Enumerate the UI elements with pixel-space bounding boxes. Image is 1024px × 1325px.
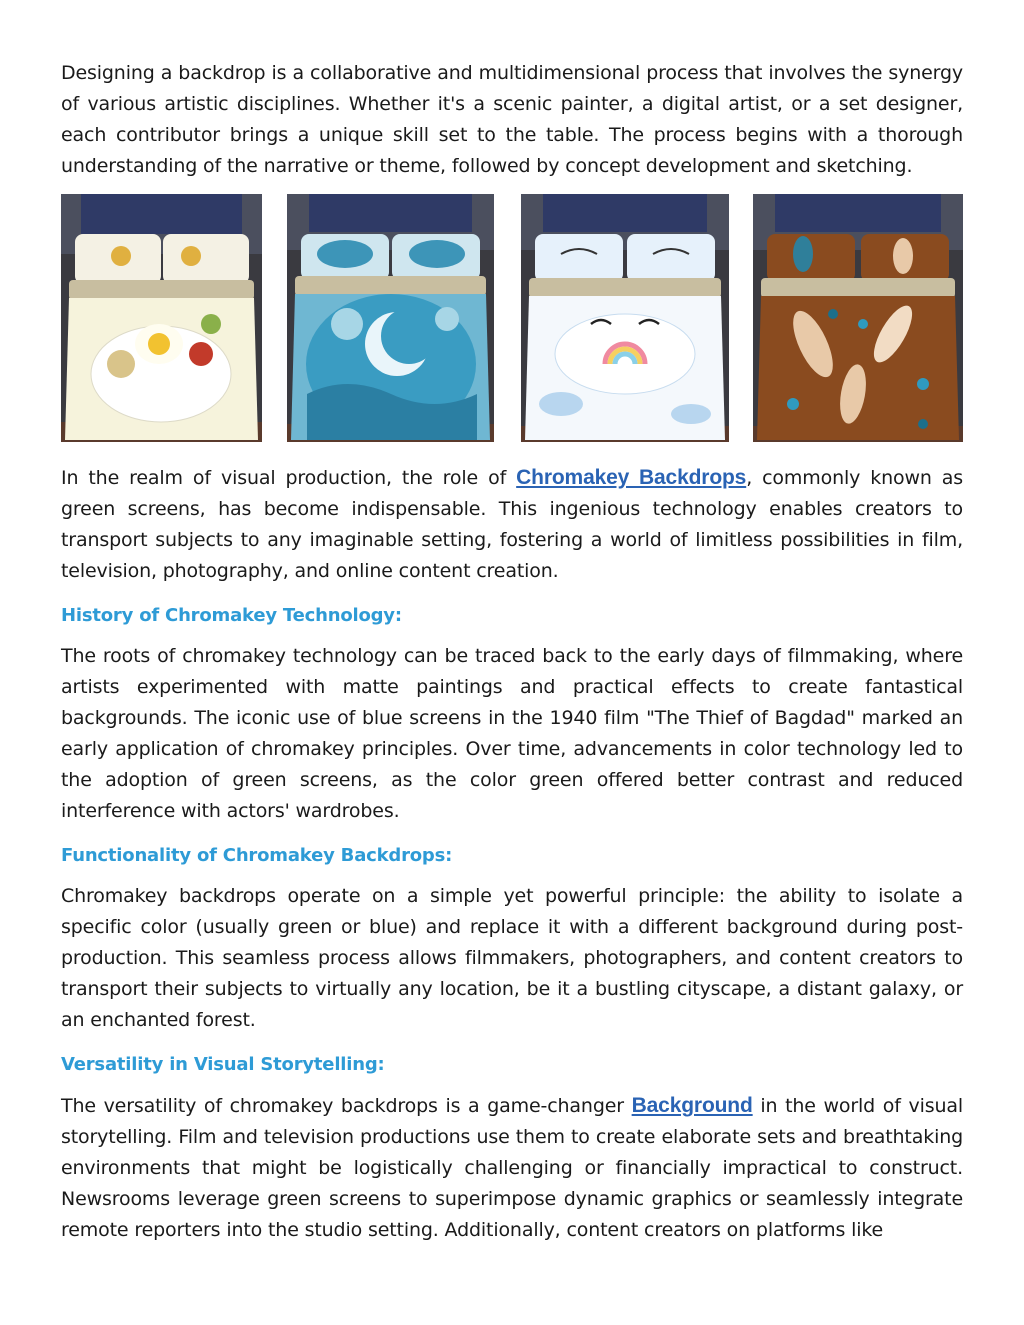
chromakey-intro-text-start: In the realm of visual production, the role of [61,467,517,489]
background-link[interactable]: Background [631,1094,753,1117]
bedding-image-row [61,194,963,444]
chromakey-backdrops-link[interactable]: Chromakey Backdrops [516,466,747,489]
functionality-paragraph: Chromakey backdrops operate on a simple yet powerful principle: the ability to isolate a specific color (usually green or blue) and replace it with a different background during post-production. This seamless process allows filmmakers, photographers, and content creators to transport their subjects to virtually any location, be it a bustling cityscape, a distant galaxy, or an enchanted forest. [61,885,963,1031]
document-page [61,58,963,1246]
bed-floral-leaf-image [753,194,963,442]
versatility-paragraph [61,1090,963,1246]
chromakey-intro-text-end: , commonly known as green screens, has become indispensable. This ingenious technology enables creators to transport subjects to any imaginable setting, fostering a world of limitless possibilities in film, television, photography, and online content creation. [61,467,963,582]
functionality-heading: Functionality of Chromakey Backdrops: [61,845,453,866]
history-heading: History of Chromakey Technology: [61,605,402,626]
versatility-text-start: The versatility of chromakey backdrops is a game-changer [61,1095,632,1117]
bed-breakfast-image [61,194,262,442]
history-paragraph: The roots of chromakey technology can be traced back to the early days of filmmaking, where artists experimented with matte paintings and practical effects to create fantastical backgrounds. The iconic use of blue screens in the 1940 film "The Thief of Bagdad" marked an early application of chromakey principles. Over time, advancements in color technology led to the adoption of green screens, as the color green offered better contrast and reduced interference with actors' wardrobes. [61,645,963,822]
versatility-text-end: in the world of visual storytelling. Film and television productions use them to create elaborate sets and breathtaking environments that might be logistically challenging or financially impractical to construct. Newsrooms leverage green screens to superimpose dynamic graphics or seamlessly integrate remote reporters into the studio setting. Additionally, content creators on platforms like [61,1095,964,1241]
bed-moon-lake-image [287,194,494,442]
versatility-heading: Versatility in Visual Storytelling: [61,1054,385,1075]
intro-paragraph: Designing a backdrop is a collaborative and multidimensional process that involves the synergy of various artistic disciplines. Whether it's a scenic painter, a digital artist, or a set designer, each contributor brings a unique skill set to the table. The process begins with a thorough understanding of the narrative or theme, followed by concept development and sketching. [61,62,963,177]
bed-cloud-rainbow-image [521,194,729,442]
chromakey-intro-paragraph [61,462,963,587]
